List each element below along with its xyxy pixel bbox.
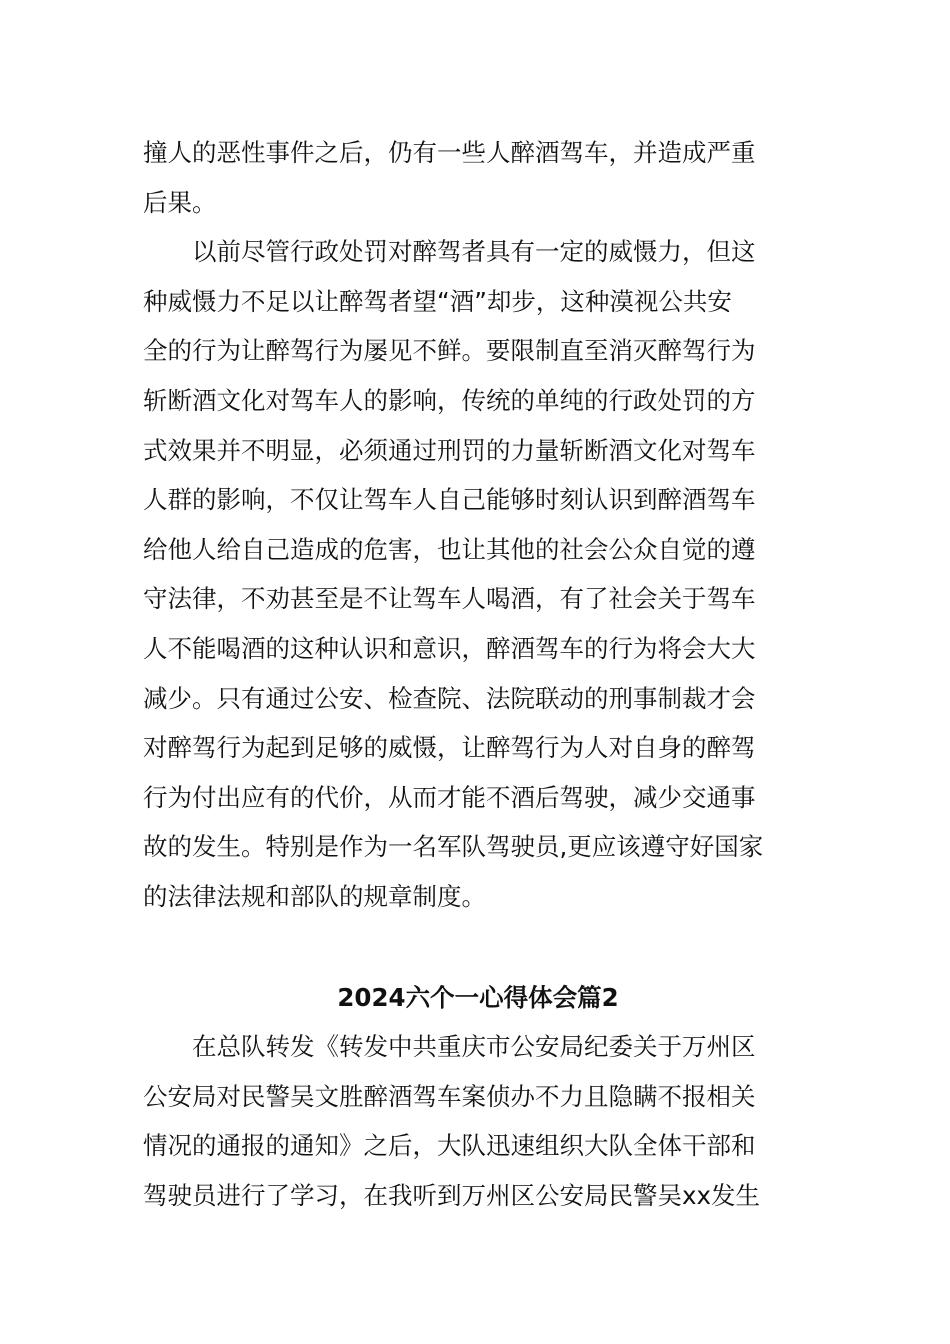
text-line: 对醉驾行为起到足够的威慑，让醉驾行为人对自身的醉驾 — [143, 733, 756, 763]
text-line: 减少。只有通过公安、检查院、法院联动的刑事制裁才会 — [143, 683, 756, 713]
text-line: 在总队转发《转发中共重庆市公安局纪委关于万州区 — [192, 1032, 756, 1061]
text-line: 故的发生。特别是作为一名军队驾驶员,更应该遵守好国家 — [143, 832, 764, 862]
text-line: 全的行为让醉驾行为屡见不鲜。要限制直至消灭醉驾行为 — [143, 336, 756, 366]
text-line: 斩断酒文化对驾车人的影响，传统的单纯的行政处罚的方 — [143, 385, 756, 415]
text-line: 给他人给自己造成的危害，也让其他的社会公众自觉的遵 — [143, 534, 756, 564]
text-line: 后果。 — [143, 187, 217, 217]
text-line: 式效果并不明显，必须通过刑罚的力量斩断酒文化对驾车 — [143, 435, 756, 465]
text-line: 的法律法规和部队的规章制度。 — [143, 881, 486, 911]
paragraph-block-2 — [143, 1022, 813, 1220]
paragraph-block-1 — [143, 128, 813, 922]
text-line: 撞人的恶性事件之后，仍有一些人醉酒驾车，并造成严重 — [143, 138, 756, 167]
text-line: 公安局对民警吴文胜醉酒驾车案侦办不力且隐瞒不报相关 — [143, 1081, 756, 1111]
text-line: 驾驶员进行了学习，在我听到万州区公安局民警吴xx发生 — [143, 1180, 760, 1210]
text-line: 人不能喝酒的这种认识和意识，醉酒驾车的行为将会大大 — [143, 633, 756, 663]
section-heading: 2024六个一心得体会篇2 — [337, 983, 619, 1012]
text-line: 守法律，不劝甚至是不让驾车人喝酒，有了社会关于驾车 — [143, 584, 756, 614]
text-line: 以前尽管行政处罚对醉驾者具有一定的威慑力，但这 — [192, 237, 756, 267]
text-line: 情况的通报的通知》之后，大队迅速组织大队全体干部和 — [143, 1131, 756, 1161]
text-line: 人群的影响，不仅让驾车人自己能够时刻认识到醉酒驾车 — [143, 485, 756, 515]
text-line: 种威慑力不足以让醉驾者望“酒”却步，这种漠视公共安 — [143, 286, 732, 316]
text-line: 行为付出应有的代价，从而才能不酒后驾驶，减少交通事 — [143, 782, 756, 812]
